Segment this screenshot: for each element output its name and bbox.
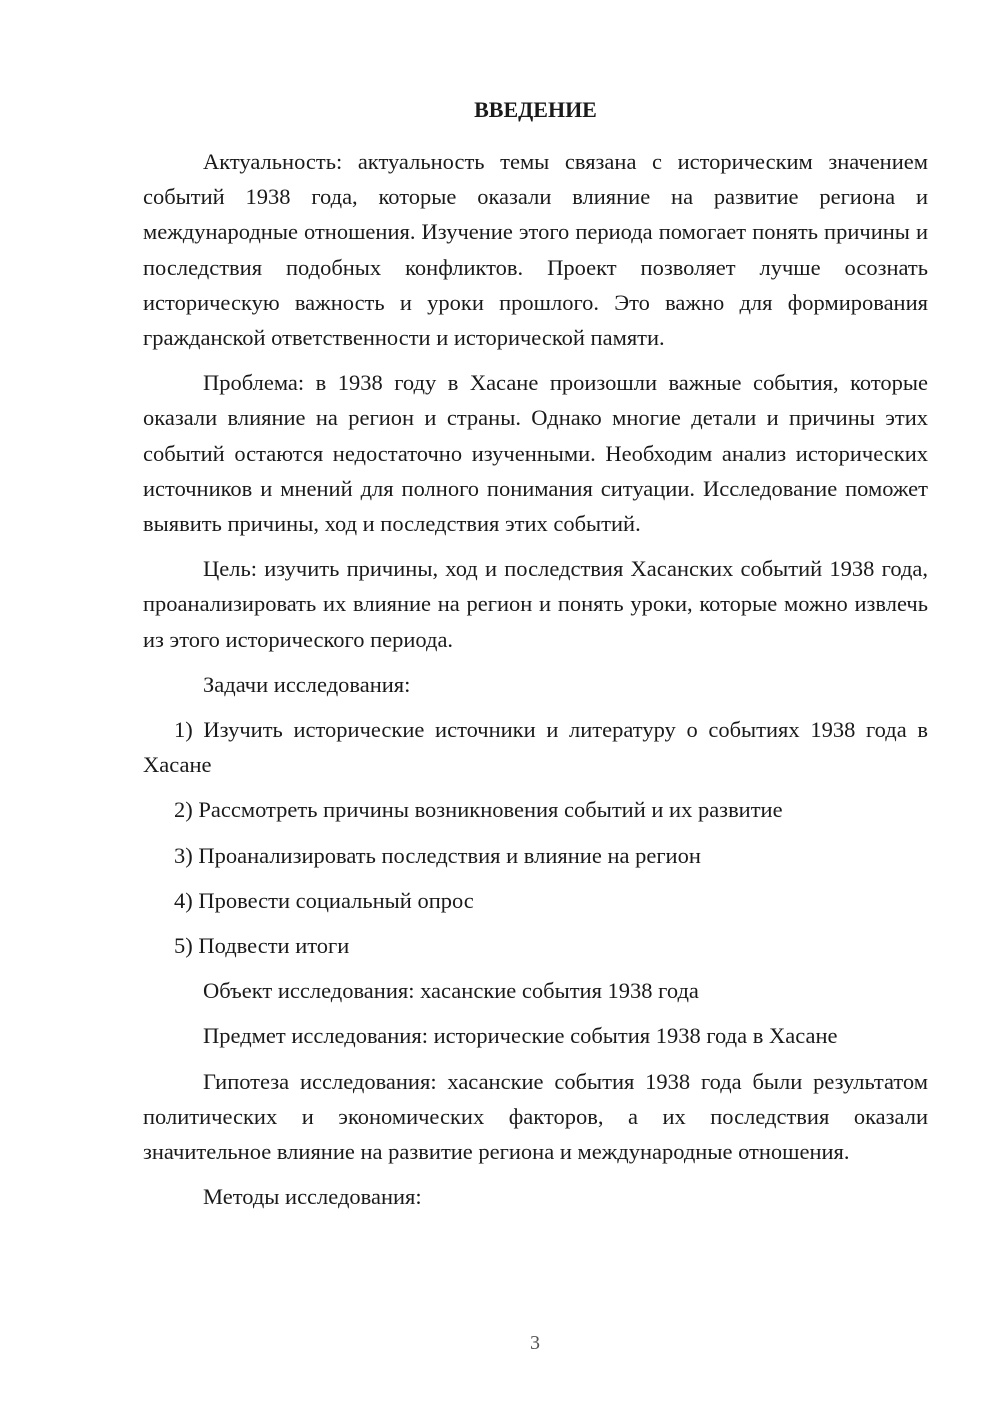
research-subject: Предмет исследования: исторические события 1938 года в Хасане [203,1023,838,1049]
problem-paragraph: Проблема: в 1938 году в Хасане произошли важные события, которые оказали влияние на регион и страны. Однако многие детали и причины этих событий остаются недостаточно изученными. Необходим анализ исторических источников и мнений для полного понимания ситуации. Исследование поможет выявить причины, ход и последствия этих событий. [143,370,928,537]
tasks-heading: Задачи исследования: [203,671,411,697]
task-item-4: 4) Провести социальный опрос [174,887,474,913]
task-item-1: 1) Изучить исторические источники и литературу о событиях 1938 года в Хасане [143,717,928,778]
relevance-paragraph: Актуальность: актуальность темы связана с историческим значением событий 1938 года, которые оказали влияние на развитие региона и международные отношения. Изучение этого периода помогает понять причины и последствия подобных конфликтов. Проект позволяет лучше осознать историческую важность и уроки прошлого. Это важно для формирования гражданской ответственности и исторической памяти. [143,149,928,351]
goal-paragraph: Цель: изучить причины, ход и последствия Хасанских событий 1938 года, проанализировать их влияние на регион и понять уроки, которые можно извлечь из этого исторического периода. [143,556,928,652]
task-item-5: 5) Подвести итоги [174,933,350,959]
page-number: 3 [530,1332,540,1354]
document-page [143,92,928,1214]
page-title: ВВЕДЕНИЕ [474,97,597,122]
task-item-3: 3) Проанализировать последствия и влияние на регион [174,842,701,868]
task-item-2: 2) Рассмотреть причины возникновения событий и их развитие [174,797,783,823]
research-object: Объект исследования: хасанские события 1938 года [203,978,699,1004]
research-methods-heading: Методы исследования: [203,1184,422,1210]
research-hypothesis: Гипотеза исследования: хасанские события 1938 года были результатом политических и экономических факторов, а их последствия оказали значительное влияние на развитие региона и международные отношения. [143,1068,928,1165]
